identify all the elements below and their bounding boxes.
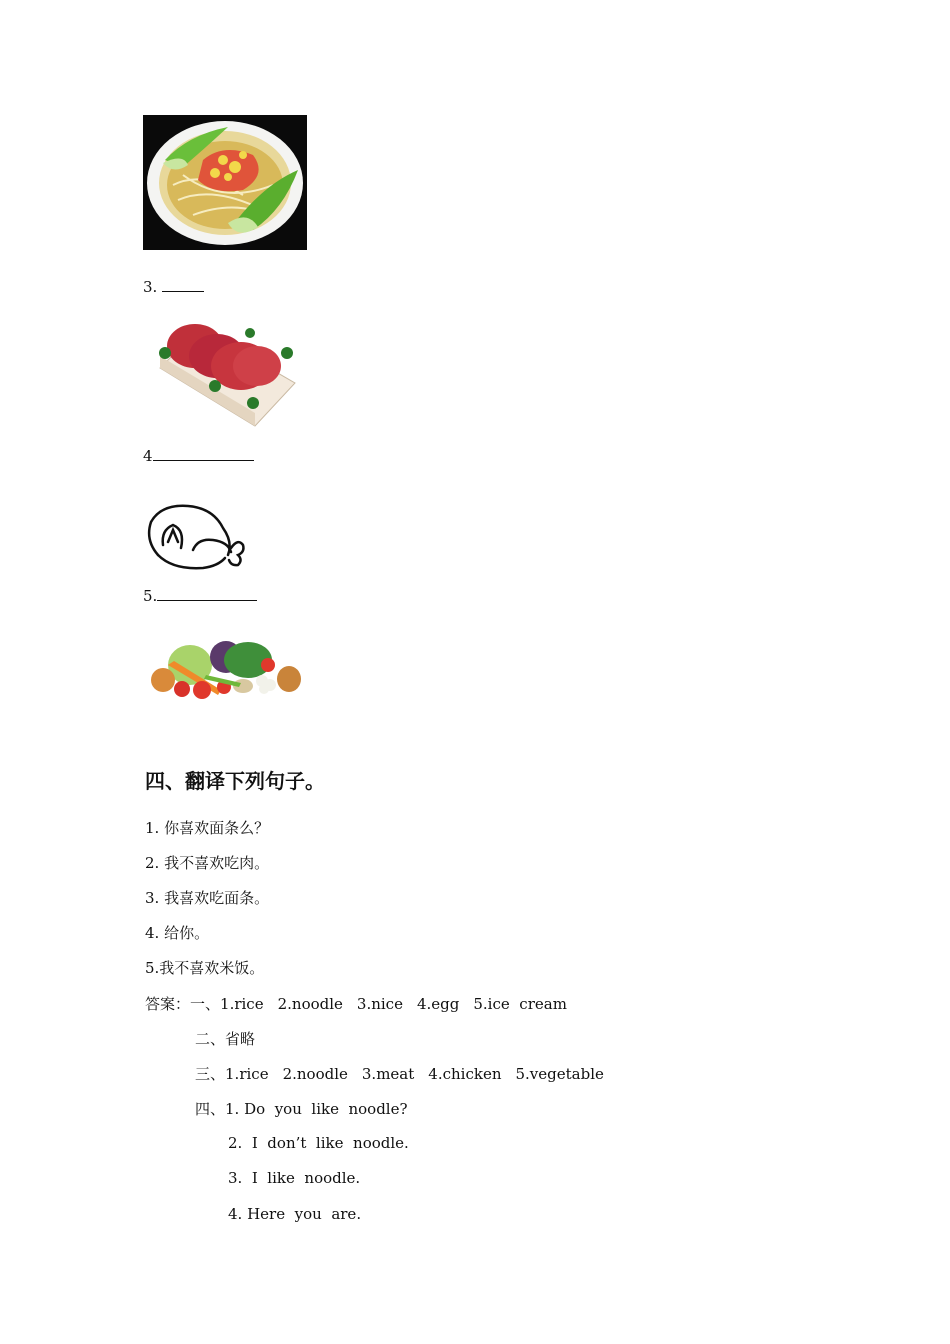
answer-1-2: 2.noodle <box>277 995 343 1013</box>
answer-3-2: 2.noodle <box>282 1065 348 1083</box>
item-5-blank[interactable] <box>157 586 257 601</box>
sentence-3: 3. 我喜欢吃面条。 <box>145 889 270 907</box>
item-3-line <box>143 277 204 296</box>
answer-3-5: 5.vegetable <box>515 1065 604 1083</box>
section-4-title: 四、翻译下列句子。 <box>145 769 325 793</box>
answers-part-3-prefix: 三、 <box>195 1065 226 1083</box>
answer-4-1: 1. Do you like noodle? <box>225 1100 408 1118</box>
answers-part-3 <box>195 1065 604 1083</box>
sentence-5: 5.我不喜欢米饭。 <box>145 959 265 977</box>
item-5-line <box>143 586 257 605</box>
noodle-bowl-image <box>143 115 307 250</box>
item-4-line <box>143 446 254 465</box>
item-4-blank[interactable] <box>153 446 254 461</box>
answers-label: 答案： <box>145 995 191 1013</box>
sentence-4: 4. 给你。 <box>145 924 210 942</box>
sentence-1: 1. 你喜欢面条么？ <box>145 819 270 837</box>
answer-1-4: 4.egg <box>416 995 460 1013</box>
answer-4-2: 2. I don’t like noodle. <box>228 1134 409 1152</box>
answer-3-1: 1.rice <box>225 1065 269 1083</box>
item-3-blank[interactable] <box>162 277 204 292</box>
answers-part-4 <box>195 1100 408 1118</box>
answer-4-3: 3. I like noodle. <box>228 1169 361 1187</box>
answer-1-5: 5.ice cream <box>473 995 567 1013</box>
answer-3-4: 4.chicken <box>428 1065 502 1083</box>
answer-1-3: 3.nice <box>356 995 403 1013</box>
answers-part-1 <box>145 995 567 1013</box>
answer-4-4: 4. Here you are. <box>228 1205 362 1223</box>
chicken-drawing-image <box>143 500 247 574</box>
item-4-number: 4 <box>143 447 153 465</box>
answer-3-3: 3.meat <box>361 1065 415 1083</box>
answer-1-1: 1.rice <box>220 995 264 1013</box>
item-3-number: 3. <box>143 278 163 296</box>
answers-part-2: 二、省略 <box>195 1030 256 1048</box>
answers-part-4-prefix: 四、 <box>195 1100 226 1118</box>
answers-part-1-prefix: 一、 <box>190 995 221 1013</box>
item-5-number: 5. <box>143 587 158 605</box>
sentence-2: 2. 我不喜欢吃肉。 <box>145 854 270 872</box>
vegetables-image <box>146 635 304 701</box>
meat-tray-image <box>155 308 301 428</box>
